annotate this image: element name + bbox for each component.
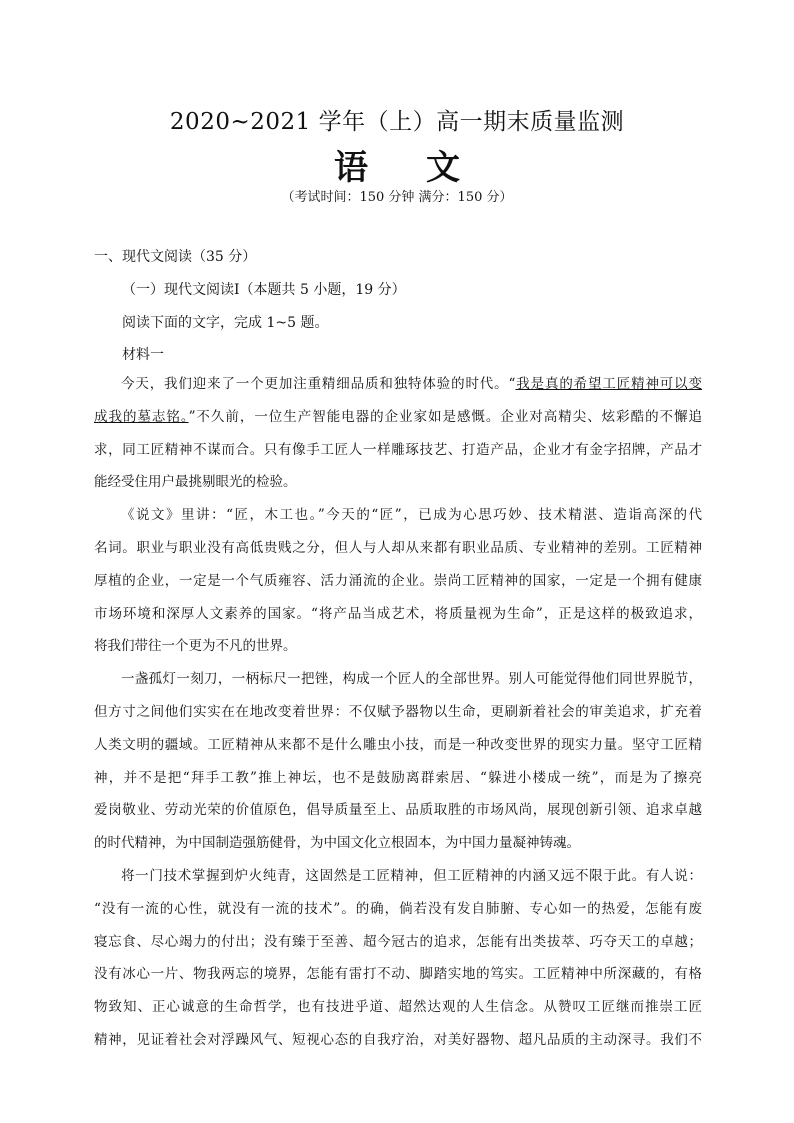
passage-line: “没有一流的心性，就没有一流的技术”。的确，倘若没有发自肺腑、专心如一的热爱，怎能有废 [94,900,702,917]
underlined-quote: 我是真的希望工匠精神可以变 [515,376,702,392]
passage-line: 一盏孤灯一刻刀，一柄标尺一把锉，构成一个匠人的全部世界。别人可能觉得他们同世界脱节， [121,671,702,688]
material-label: 材料一 [122,347,164,363]
exam-title: 2020~2021 学年（上）高一期末质量监测 [169,109,625,135]
passage-line: 厚植的企业，一定是一个气质雍容、活力涌流的企业。崇尚工匠精神的国家，一定是一个拥有健康 [94,572,702,589]
passage-line: 的时代精神，为中国制造强筋健骨，为中国文化立根固本，为中国力量凝神铸魂。 [94,835,580,852]
passage-line: 名词。职业与职业没有高低贵贱之分，但人与人却从来都有职业品质、专业精神的差别。工匠精神 [94,539,702,556]
passage-line: 将一门技术掌握到炉火纯青，这固然是工匠精神，但工匠精神的内涵又远不限于此。有人说： [121,867,702,884]
passage-line: 市场环境和深厚人文素养的国家。“将产品当成艺术，将质量视为生命”，正是这样的极致追求， [94,605,702,622]
passage-line: 物致知、正心诚意的生命哲学，也有技进乎道、超然达观的人生信念。从赞叹工匠继而推崇工匠 [94,999,702,1016]
subject-heading [0,140,794,189]
section-heading: 一、现代文阅读（35 分） [94,249,257,265]
passage-body [94,368,702,1057]
reading-instruction: 阅读下面的文字，完成 1~5 题。 [122,315,329,331]
passage-line: 将我们带往一个更为不凡的世界。 [94,638,297,655]
passage-line: 能经受住用户最挑剔眼光的检验。 [94,474,297,491]
subsection-heading: （一）现代文阅读Ⅰ（本题共 5 小题，19 分） [122,282,406,298]
passage-line: 成我的墓志铭。”不久前，一位生产智能电器的企业家如是感慨。企业对高精尖、炫彩酷的不懈追 [94,408,702,425]
exam-info: （考试时间：150 分钟 满分：150 分） [281,190,513,205]
passage-line: 没有冰心一片、物我两忘的境界，怎能有雷打不动、脚踏实地的笃实。工匠精神中所深藏的，有格 [94,966,702,983]
passage-line: 今天，我们迎来了一个更加注重精细品质和独特体验的时代。“我是真的希望工匠精神可以变 [121,376,702,392]
underlined-quote: 成我的墓志铭。 [94,408,189,425]
passage-line: 神，并不是把“拜手工教”推上神坛，也不是鼓励离群索居、“躲进小楼成一统”，而是为了擦亮 [94,769,702,786]
passage-line: 人类文明的疆域。工匠精神从来都不是什么雕虫小技，而是一种改变世界的现实力量。坚守工匠精 [94,736,702,753]
subject-char-1: 语 [334,148,368,188]
passage-line: 爱岗敬业、劳动光荣的价值原色，倡导质量至上、品质取胜的市场风尚，展现创新引领、追求卓越 [94,802,702,819]
subject-char-2: 文 [426,148,460,188]
passage-line: 精神，见证着社会对浮躁风气、短视心态的自我疗治，对美好器物、超凡品质的主动深寻。我们不 [94,1031,702,1048]
passage-line: 《说文》里讲：“匠，木工也。”今天的“匠”，已成为心思巧妙、技术精湛、造诣高深的代 [121,507,702,524]
passage-line: 寝忘食、尽心竭力的付出；没有臻于至善、超今冠古的追求，怎能有出类拔萃、巧夺天工的卓越； [94,933,702,950]
passage-line: 但方寸之间他们实实在在地改变着世界：不仅赋予器物以生命，更刷新着社会的审美追求，扩充着 [94,703,702,720]
passage-line: 求，同工匠精神不谋而合。只有像手工匠人一样雕琢技艺、打造产品，企业才有金字招牌，产品才 [94,441,702,458]
